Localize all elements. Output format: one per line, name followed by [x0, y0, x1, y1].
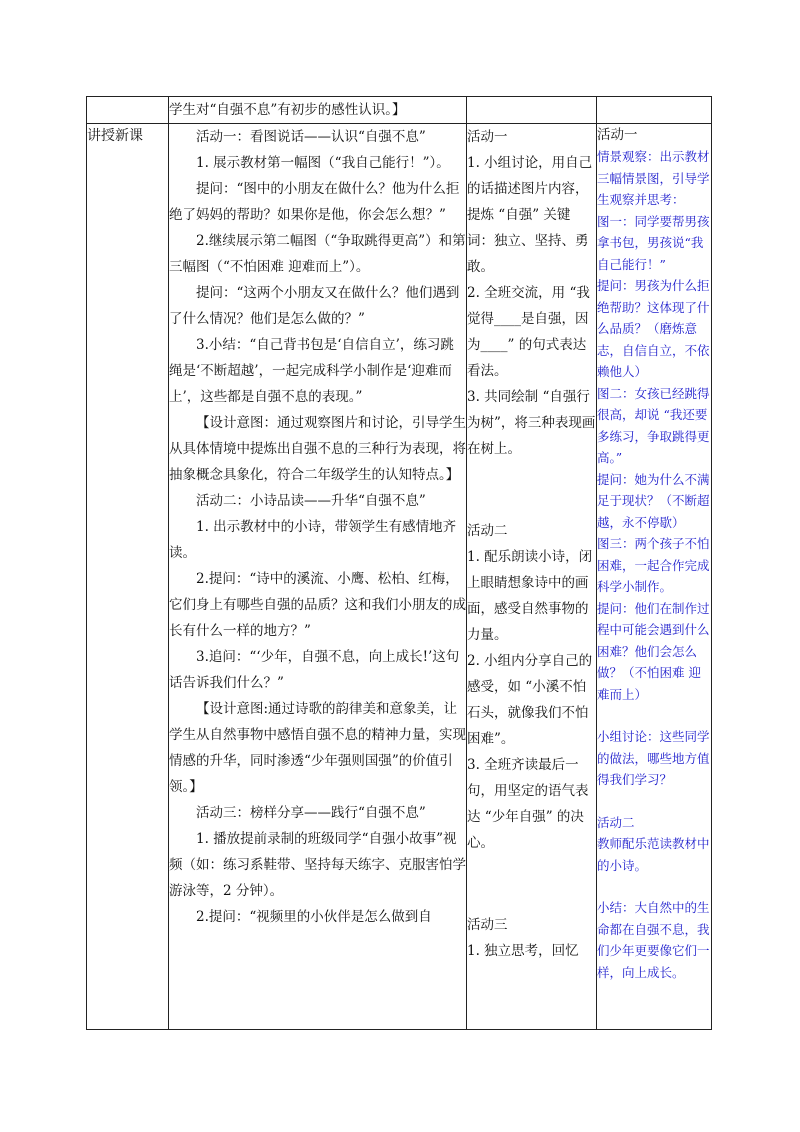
teacher-activity-item: 活动二 [597, 814, 635, 830]
student-activity-item: 活动一 [467, 129, 508, 145]
spacer [597, 791, 711, 812]
teacher-cell-empty [597, 97, 712, 124]
student-cell-empty [467, 97, 597, 124]
teacher-activity-item: 小结：大自然中的生命都在自强不息，我们少年更要像它们一样，向上成长。 [597, 900, 710, 980]
spacer [597, 705, 711, 726]
teacher-activity-item: 图二：女孩已经跳得很高，却说 “我还要多练习，争取跳得更高。” [597, 385, 710, 465]
student-activity-item: 活动二 [467, 523, 508, 539]
teacher-activity-item: 小组讨论：这些同学的做法，哪些地方值得我们学习？ [597, 729, 710, 787]
content-paragraph: 提问：“这两个小朋友又在做什么？他们遇到了什么情况？他们是怎么做的？” [169, 285, 460, 327]
student-activity-item: 1. 配乐朗读小诗，闭上眼睛想象诗中的画面，感受自然事物的力量。 [467, 549, 593, 643]
table-row [87, 124, 712, 1030]
spacer [467, 462, 596, 490]
content-cell-top [169, 97, 467, 124]
content-paragraph: 3.追问：“‘少年，自强不息，向上成长!’这句话告诉我们什么？” [169, 649, 460, 691]
content-paragraph: 1. 播放提前录制的班级同学“自强小故事”视频（如：练习系鞋带、坚持每天练字、克服害怕学游泳等，2 分钟）。 [169, 831, 466, 899]
teacher-activity-cell [597, 124, 712, 1030]
student-activity-cell [467, 124, 597, 1030]
student-activity-item: 2. 全班交流，用 “我觉得____是自强，因为____” 的句式表达看法。 [467, 285, 590, 379]
teacher-activity-item: 提问：男孩为什么拒绝帮助？这体现了什么品质？（磨炼意志，自信自立，不依赖他人） [597, 278, 710, 379]
content-paragraph: 3.小结：“自己背书包是‘自信自立’，练习跳绳是‘不断超越’，一起完成科学小制作是‘迎难而上’，这些都是自强不息的表现。” [169, 337, 454, 405]
table-row [87, 97, 712, 124]
section-label: 讲授新课 [87, 124, 169, 1030]
student-activity-item: 3. 共同绘制 “自强行为树”，将三种表现画在树上。 [467, 389, 596, 457]
spacer [467, 856, 596, 884]
content-paragraph: 活动二：小诗品读——升华“自强不息” [196, 493, 426, 509]
content-cell [169, 124, 467, 1030]
teacher-activity-item: 教师配乐范读教材中的小诗。 [597, 836, 710, 873]
student-activity-item: 1. 小组讨论，用自己的话描述图片内容，提炼 “自强” 关键词：独立、坚持、勇敢。 [467, 155, 593, 275]
teacher-activity-item: 图一：同学要帮男孩拿书包，男孩说“我自己能行！” [597, 213, 710, 272]
teacher-activity-item: 活动一 [597, 127, 638, 143]
teacher-activity-item: 提问：她为什么不满足于现状？（不断超越，永不停歇） [597, 471, 710, 530]
content-paragraph: 提问：“图中的小朋友在做什么？他为什么拒绝了妈妈的帮助？如果你是他，你会怎么想？” [169, 181, 460, 223]
student-activity-item: 3. 全班齐读最后一句，用坚定的语气表达 “少年自强” 的决心。 [467, 757, 589, 851]
spacer [467, 490, 596, 518]
content-paragraph: 活动三：榜样分享——践行“自强不息” [196, 805, 426, 821]
content-paragraph: 2.提问：“视频里的小伙伴是怎么做到自 [196, 909, 432, 925]
content-paragraph: 1. 展示教材第一幅图（“我自己能行！”）。 [196, 155, 450, 171]
student-activity-item: 2. 小组内分享自己的感受，如 “小溪不怕石头，就像我们不怕困难”。 [467, 653, 593, 747]
label-cell-empty [87, 97, 169, 124]
content-paragraph: 活动一：看图说话——认识“自强不息” [196, 129, 426, 145]
teacher-activity-item: 图三：两个孩子不怕困难，一起合作完成科学小制作。 [597, 536, 710, 594]
teacher-activity-item: 提问：他们在制作过程中可能会遇到什么困难？他们会怎么做？（不怕困难 迎难而上） [597, 600, 710, 702]
spacer [467, 884, 596, 912]
content-paragraph: 【设计意图：通过观察图片和讨论，引导学生从具体情境中提炼出自强不息的三种行为表现，将抽象概念具象化，符合二年级学生的认知特点。】 [169, 415, 466, 483]
teacher-activity-item: 情景观察：出示教材三幅情景图，引导学生观察并思考： [597, 149, 710, 207]
content-paragraph: 学生对“自强不息”有初步的感性认识。】 [169, 102, 406, 118]
content-paragraph: 2.继续展示第二幅图（“争取跳得更高”）和第三幅图（“不怕困难 迎难而上”）。 [169, 233, 466, 275]
lesson-plan-table [86, 96, 712, 1030]
spacer [597, 876, 711, 897]
student-activity-item: 1. 独立思考，回忆 [467, 943, 579, 959]
content-paragraph: 【设计意图:通过诗歌的韵律美和意象美，让学生从自然事物中感悟自强不息的精神力量，实现情感的升华，同时渗透“少年强则国强”的价值引领。】 [169, 701, 466, 795]
content-paragraph: 2.提问：“诗中的溪流、小鹰、松柏、红梅，它们身上有哪些自强的品质？这和我们小朋友的成长有什么一样的地方？” [169, 571, 466, 639]
student-activity-item: 活动三 [467, 917, 508, 933]
content-paragraph: 1. 出示教材中的小诗，带领学生有感情地齐读。 [169, 519, 457, 561]
